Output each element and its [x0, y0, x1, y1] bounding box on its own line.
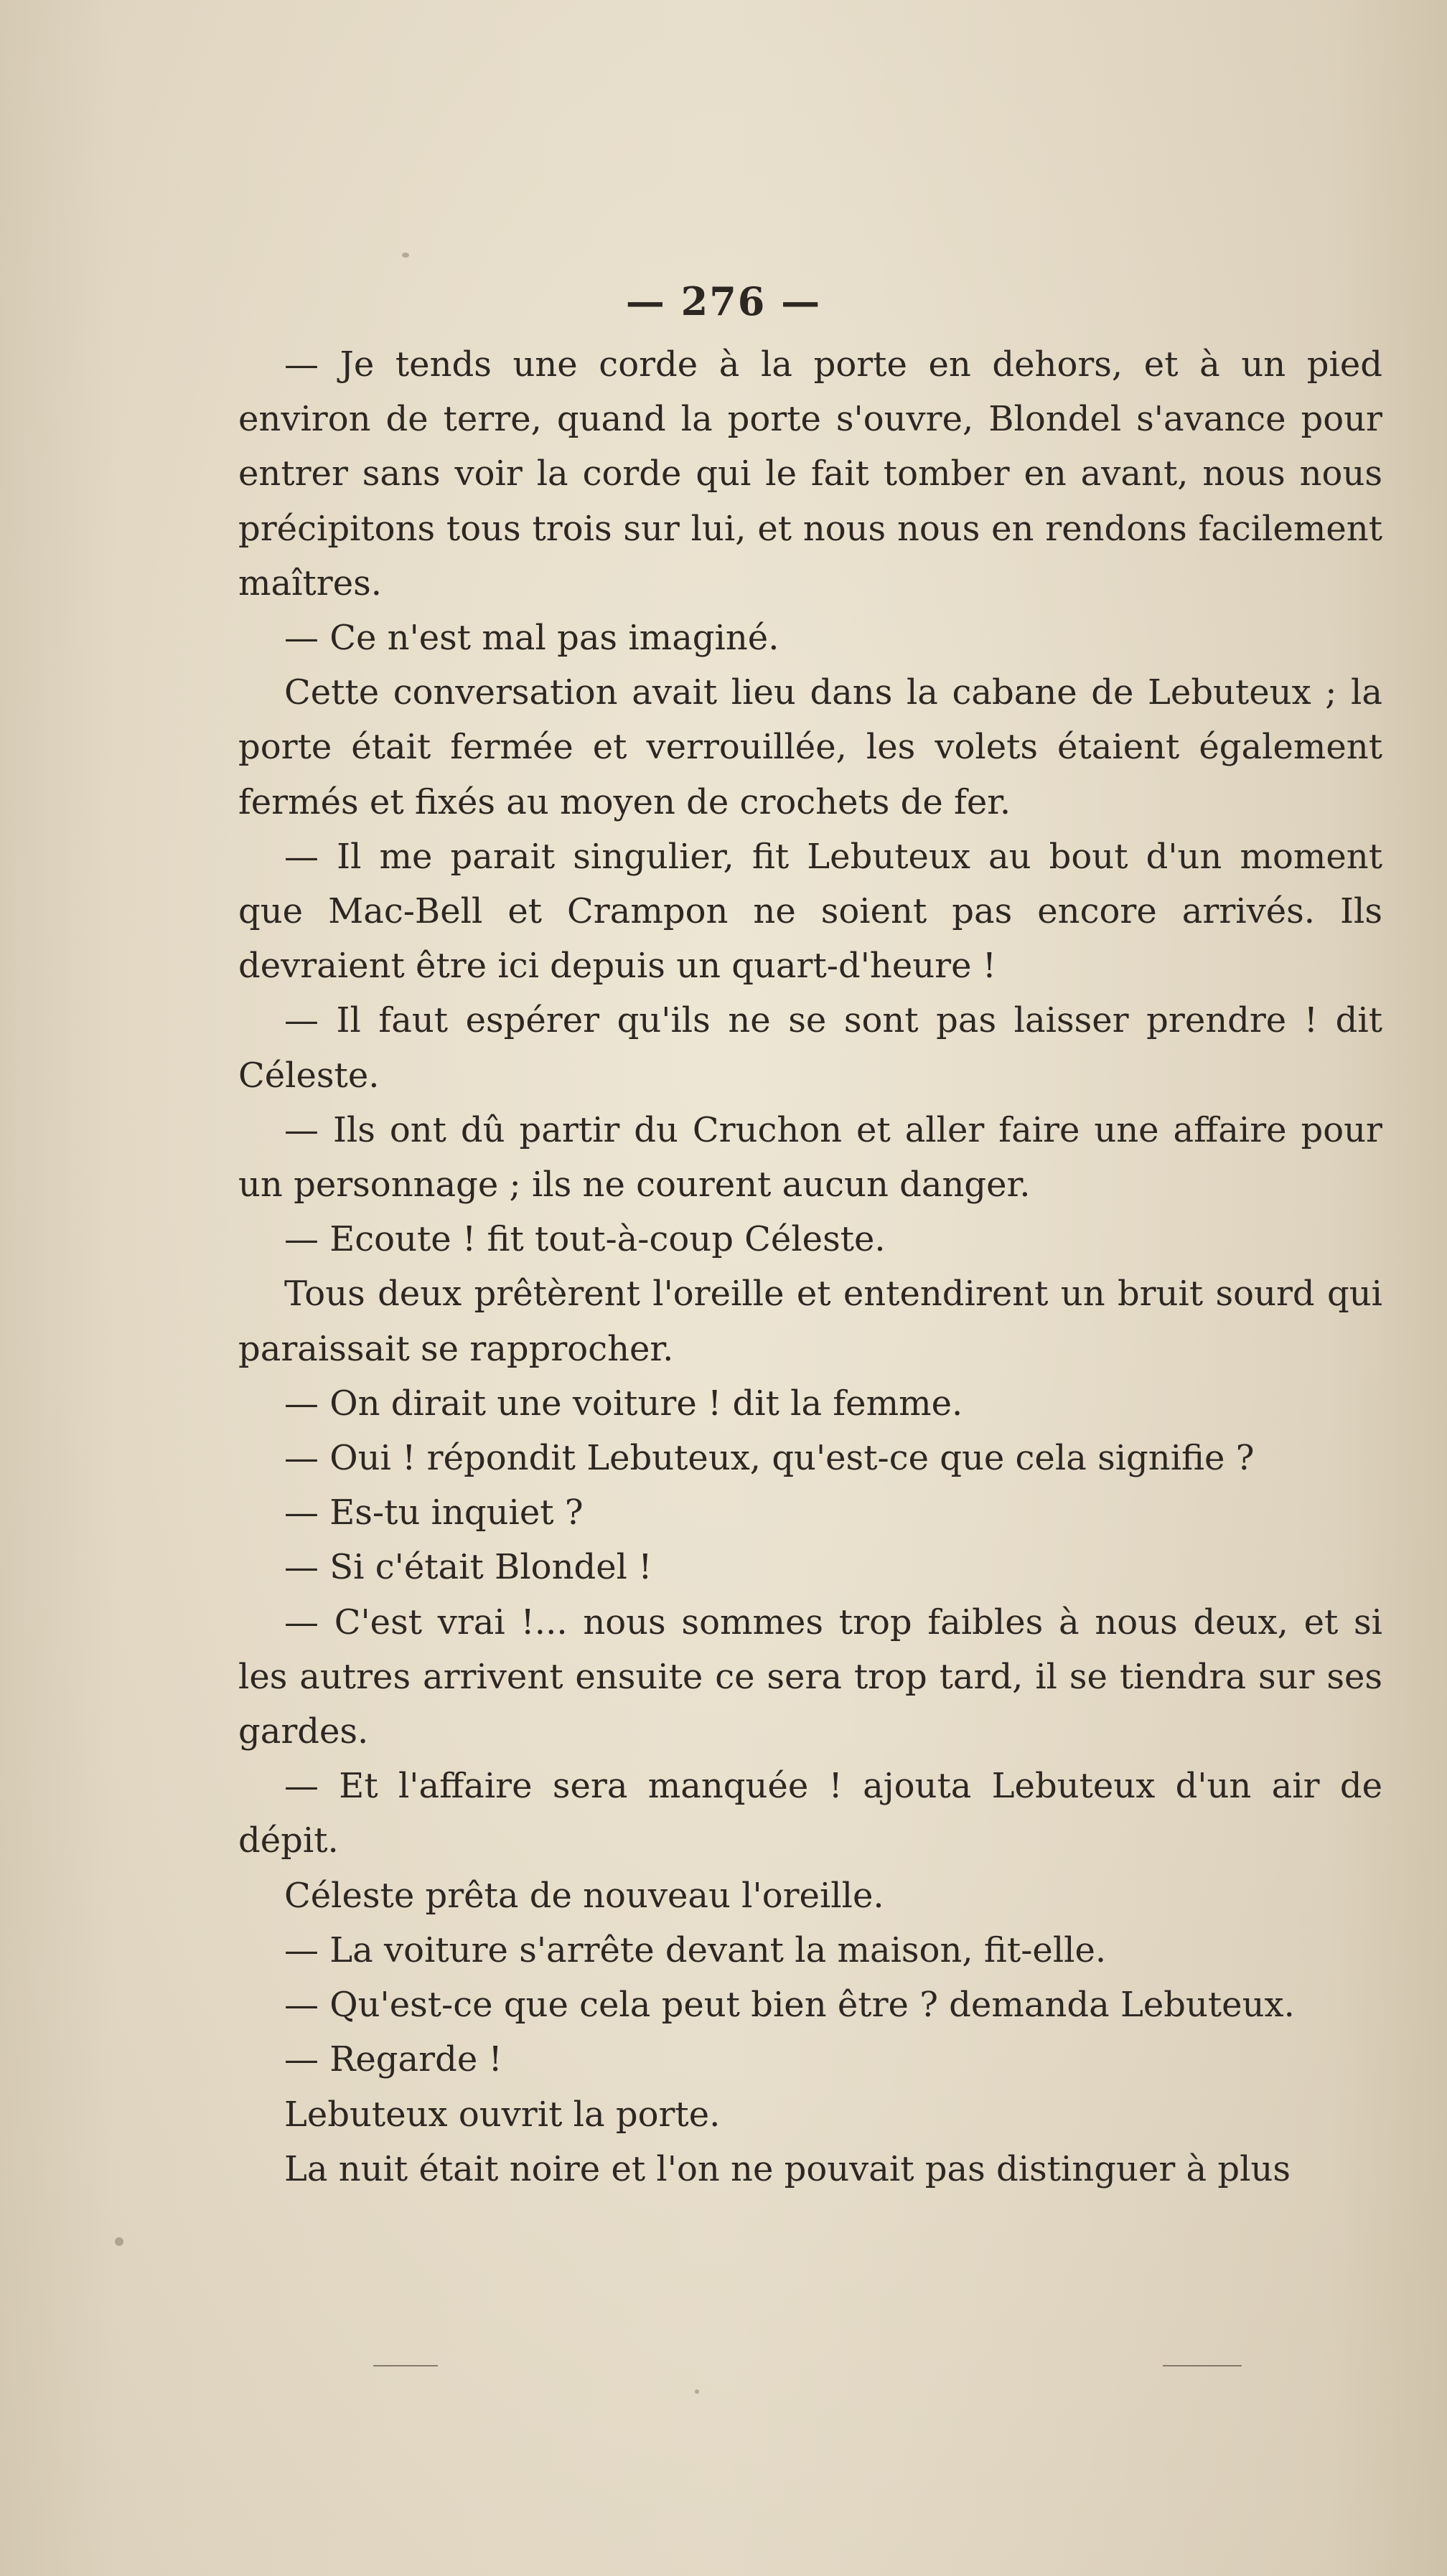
- paragraph: — La voiture s'arrête devant la maison, fit-elle.: [284, 1929, 1107, 1970]
- paragraph: — Ils ont dû partir du Cruchon et aller faire une affaire pour un personnage ; ils ne courent aucun danger.: [238, 1109, 1382, 1205]
- body-text: [238, 337, 1382, 2196]
- paragraph: Lebuteux ouvrit la porte.: [284, 2094, 721, 2135]
- paragraph: La nuit était noire et l'on ne pouvait pas distinguer à plus: [284, 2148, 1291, 2189]
- paragraph: Céleste prêta de nouveau l'oreille.: [284, 1875, 884, 1916]
- paragraph: — Ce n'est mal pas imaginé.: [284, 618, 779, 659]
- paragraph: — Qu'est-ce que cela peut bien être ? demanda Lebuteux.: [284, 1985, 1295, 2026]
- paragraph: — On dirait une voiture ! dit la femme.: [284, 1383, 963, 1424]
- paragraph: Cette conversation avait lieu dans la cabane de Lebuteux ; la porte était fermée et verrouillée, les volets étaient également fermés et fixés au moyen de crochets de fer.: [238, 672, 1382, 822]
- paragraph: — Si c'était Blondel !: [284, 1547, 652, 1588]
- paragraph: — Regarde !: [284, 2039, 502, 2080]
- paragraph: — Oui ! répondit Lebuteux, qu'est-ce que cela signifie ?: [284, 1438, 1255, 1479]
- paragraph: Tous deux prêtèrent l'oreille et entendirent un bruit sourd qui paraissait se rapprocher.: [238, 1274, 1382, 1369]
- paragraph: — Es-tu inquiet ?: [284, 1493, 584, 1533]
- bottom-rule-left: [373, 2365, 438, 2366]
- paragraph: — Il me parait singulier, fit Lebuteux au bout d'un moment que Mac-Bell et Crampon ne soient pas encore arrivés. Ils devraient être ici depuis un quart-d'heure !: [238, 836, 1382, 987]
- paragraph: — Je tends une corde à la porte en dehors, et à un pied environ de terre, quand la porte s'ouvre, Blondel s'avance pour entrer sans voir la corde qui le fait tomber en avant, nous nous précipitons tous trois sur lui, et nous nous en rendons facilement maîtres.: [238, 344, 1382, 603]
- paragraph: — C'est vrai !... nous sommes trop faibles à nous deux, et si les autres arrivent ensuite ce sera trop tard, il se tiendra sur ses gardes.: [238, 1602, 1382, 1752]
- ink-speck: [402, 253, 409, 258]
- paragraph: — Il faut espérer qu'ils ne se sont pas laisser prendre ! dit Céleste.: [238, 1000, 1382, 1096]
- page-number: — 276 —: [625, 278, 822, 324]
- paragraph: — Et l'affaire sera manquée ! ajouta Lebuteux d'un air de dépit.: [238, 1766, 1382, 1861]
- ink-speck: [695, 2389, 699, 2394]
- paragraph: — Ecoute ! fit tout-à-coup Céleste.: [284, 1219, 886, 1260]
- ink-speck: [115, 2237, 123, 2246]
- bottom-rule-right: [1163, 2365, 1242, 2366]
